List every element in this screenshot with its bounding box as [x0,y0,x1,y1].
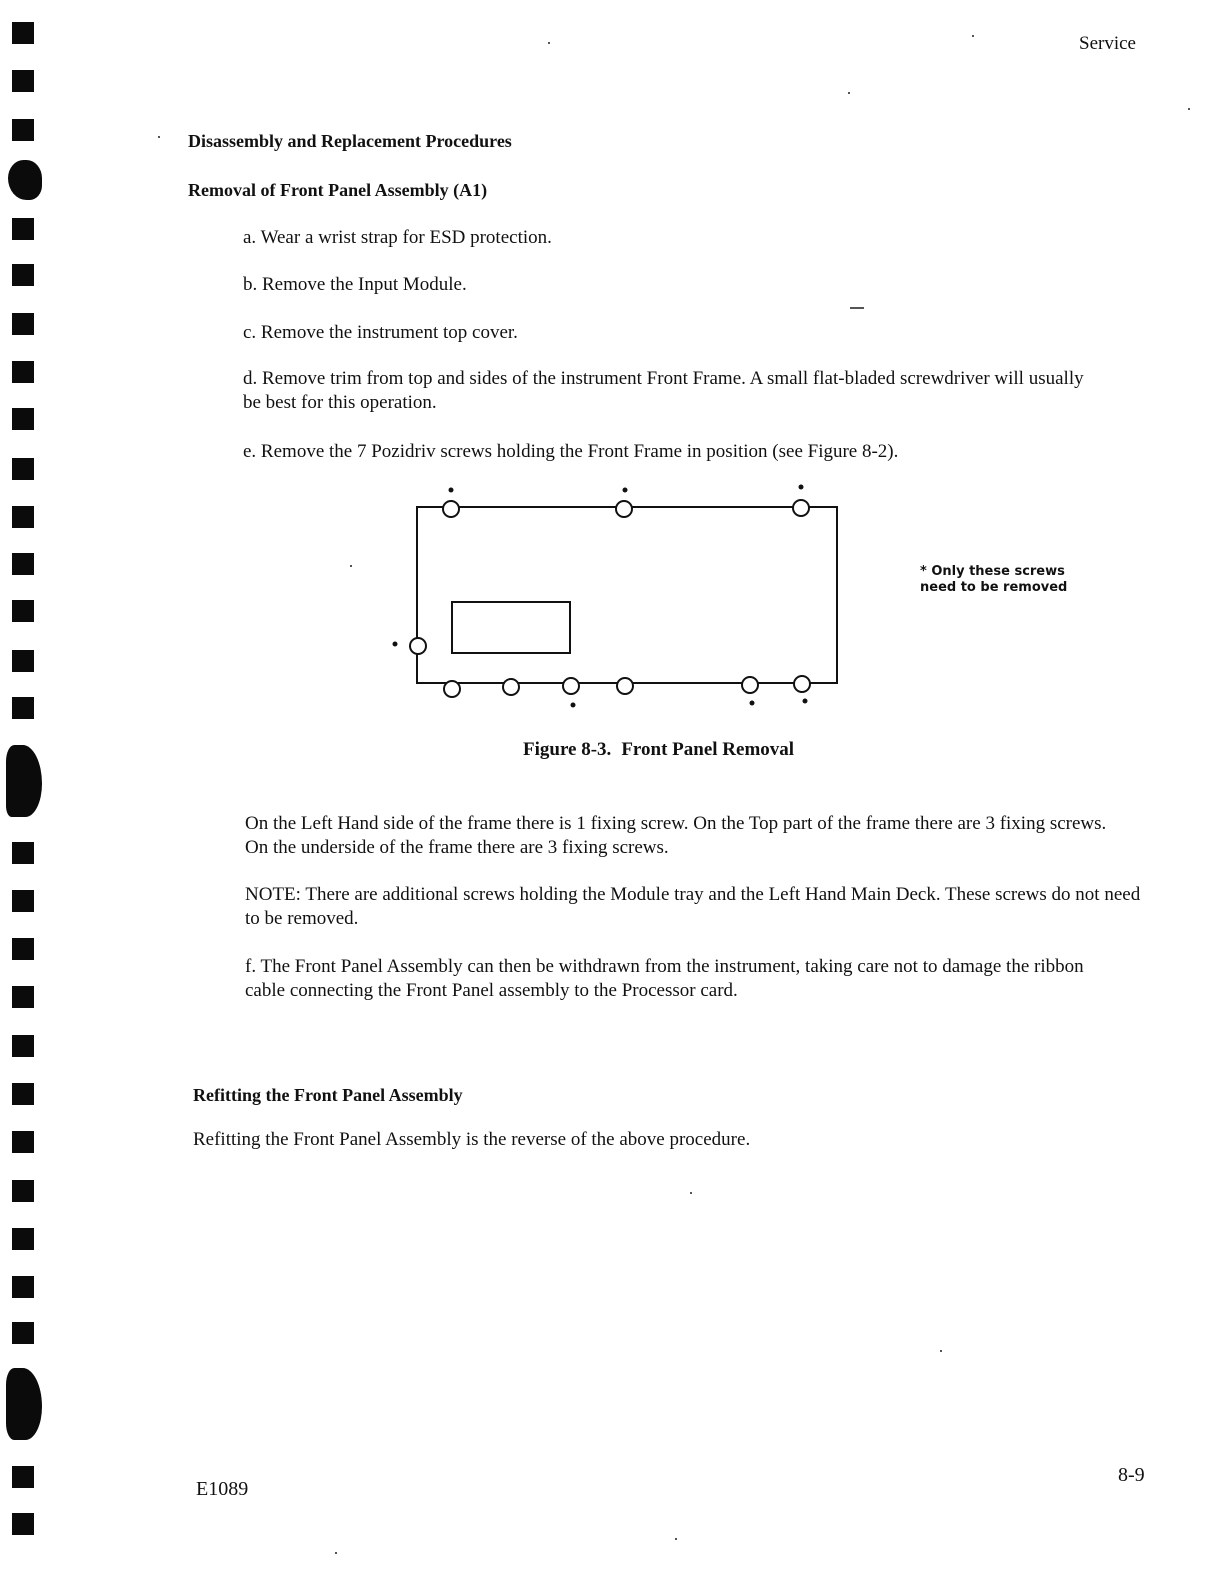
binder-hole [12,1322,34,1344]
binder-hole [12,218,34,240]
binder-hole [12,1228,34,1250]
step-f: f. The Front Panel Assembly can then be withdrawn from the instrument, taking care not to damage the ribbon cable connecting the Front Panel assembly to the Processor card. [245,956,1084,1001]
scan-speck [158,136,160,138]
binder-hole [12,361,34,383]
removal-markers [393,485,808,708]
front-frame-outline [417,507,837,683]
binder-hole [12,600,34,622]
binder-hole [12,650,34,672]
figure-note [920,564,1090,596]
refitting-heading: Refitting the Front Panel Assembly [193,1085,463,1105]
figure-caption [523,739,794,761]
binder-hole [12,1035,34,1057]
binder-hole [12,408,34,430]
page-number: 8-9 [1118,1464,1145,1486]
display-window [452,602,570,653]
scan-speck [690,1192,692,1194]
screw-circles [410,500,810,697]
scan-speck [675,1538,677,1540]
figure-note-line: * Only these screws [920,564,1065,579]
binder-blob [6,1368,42,1440]
binder-hole [12,119,34,141]
main-heading: Disassembly and Replacement Procedures [188,131,512,151]
binder-hole [12,697,34,719]
binder-hole [12,890,34,912]
removal-marker [803,699,808,704]
removal-marker [623,488,628,493]
binder-holes [6,0,40,1584]
step-c: c. Remove the instrument top cover. [243,322,518,343]
binder-hole [12,938,34,960]
binder-hole [12,842,34,864]
binder-hole [12,264,34,286]
screw-bottom [617,678,633,694]
figure-number: Figure 8-3. [523,739,612,760]
front-panel-diagram [380,478,860,710]
removal-marker [449,488,454,493]
step-e: e. Remove the 7 Pozidriv screws holding the Front Frame in position (see Figure 8-2). [243,441,899,462]
binder-hole [12,553,34,575]
binder-hole [12,1083,34,1105]
binder-hole [12,506,34,528]
screw-top [616,501,632,517]
scan-speck [1188,108,1190,110]
screw-bottom [503,679,519,695]
binder-blob [8,160,42,200]
screw-locations-paragraph: On the Left Hand side of the frame there is 1 fixing screw. On the Top part of the frame there are 3 fixing screws. On the underside of the frame there are 3 fixing screws. [245,813,1107,858]
screw-bottom [742,677,758,693]
document-code: E1089 [196,1478,249,1500]
scan-speck [548,42,550,44]
scan-speck [848,92,850,94]
running-head: Service [1079,33,1136,54]
removal-marker [750,701,755,706]
binder-hole [12,70,34,92]
note-paragraph: NOTE: There are additional screws holding the Module tray and the Left Hand Main Deck. These screws do not need to be removed. [245,884,1141,929]
removal-heading: Removal of Front Panel Assembly (A1) [188,180,488,200]
step-b: b. Remove the Input Module. [243,274,467,295]
binder-hole [12,986,34,1008]
binder-hole [12,22,34,44]
binder-blob [6,745,42,817]
screw-bottom [794,676,810,692]
screw-top [443,501,459,517]
binder-hole [12,1131,34,1153]
binder-hole [12,313,34,335]
refitting-paragraph: Refitting the Front Panel Assembly is the reverse of the above procedure. [193,1129,751,1150]
step-a: a. Wear a wrist strap for ESD protection. [243,227,552,248]
screw-bottom [444,681,460,697]
binder-hole [12,1466,34,1488]
binder-hole [12,458,34,480]
removal-marker [393,642,398,647]
figure-title: Front Panel Removal [621,739,795,760]
scan-speck [972,35,974,37]
binder-hole [12,1180,34,1202]
scan-speck [940,1350,942,1352]
removal-marker [571,703,576,708]
binder-hole [12,1513,34,1535]
binder-hole [12,1276,34,1298]
scan-speck [350,565,352,567]
scan-speck [335,1552,337,1554]
screw-top [793,500,809,516]
figure-note-line: need to be removed [920,580,1068,595]
screw-left [410,638,426,654]
step-d: d. Remove trim from top and sides of the instrument Front Frame. A small flat-bladed screwdriver will usually be best for this operation. [243,368,1084,413]
scan-speck [850,307,864,309]
removal-marker [799,485,804,490]
screw-bottom [563,678,579,694]
